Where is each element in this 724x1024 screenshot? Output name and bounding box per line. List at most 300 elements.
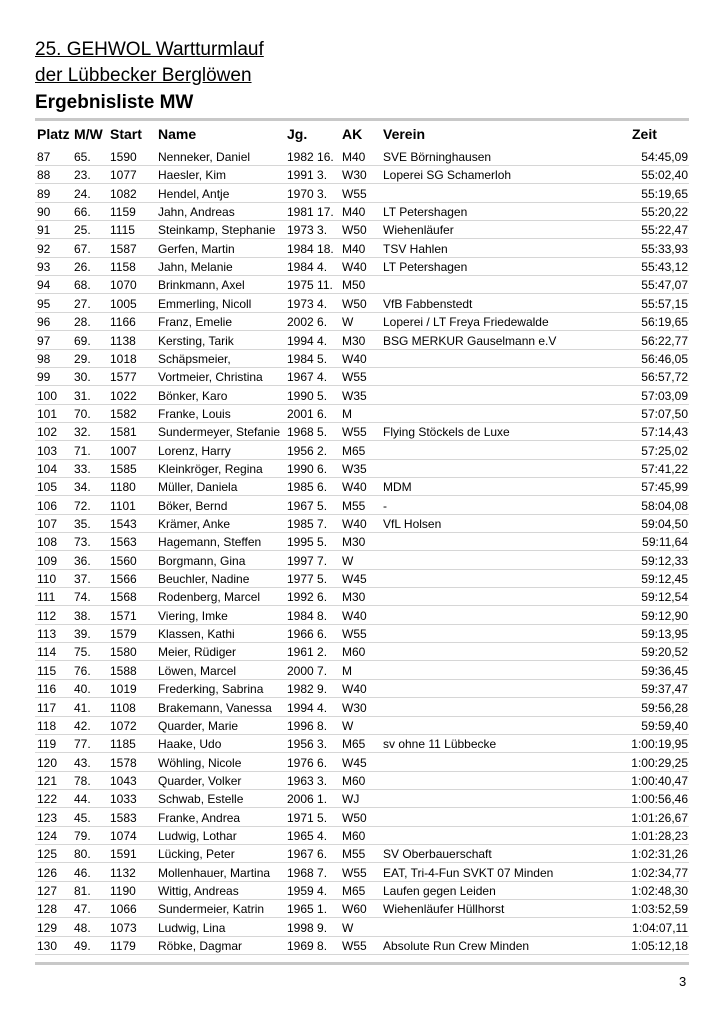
cell-mw: 46. <box>74 865 91 880</box>
cell-name: Viering, Imke <box>158 608 228 623</box>
cell-mw: 40. <box>74 682 91 697</box>
table-row <box>0 515 724 533</box>
cell-jg: 1984 4. <box>287 260 328 275</box>
cell-ak: M60 <box>342 773 366 788</box>
cell-ak: W <box>342 920 354 935</box>
cell-name: Löwen, Marcel <box>158 663 237 678</box>
cell-start: 1585 <box>110 461 137 476</box>
cell-platz: 107 <box>37 517 58 531</box>
cell-platz: 122 <box>37 792 58 807</box>
cell-verein: EAT, Tri-4-Fun SVKT 07 Minden <box>383 865 554 880</box>
cell-platz: 108 <box>37 535 58 550</box>
cell-zeit: 57:03,09 <box>641 388 688 403</box>
cell-jg: 1967 6. <box>287 847 328 862</box>
table-row <box>0 919 724 937</box>
cell-name: Brakemann, Vanessa <box>158 700 272 715</box>
cell-start: 1566 <box>110 572 137 587</box>
cell-ak: W55 <box>342 425 367 440</box>
cell-zeit: 59:13,95 <box>641 627 688 642</box>
cell-start: 1070 <box>110 278 137 293</box>
cell-platz: 87 <box>37 150 51 164</box>
cell-start: 1591 <box>110 847 137 862</box>
cell-start: 1115 <box>110 223 135 238</box>
cell-mw: 72. <box>74 498 91 513</box>
cell-start: 1583 <box>110 810 137 825</box>
table-row <box>0 809 724 827</box>
table-row <box>0 625 724 643</box>
cell-ak: W50 <box>342 296 367 311</box>
cell-jg: 1990 5. <box>287 388 328 403</box>
table-row <box>0 405 724 423</box>
table-row <box>0 442 724 460</box>
cell-mw: 77. <box>74 737 91 752</box>
header-jg: Jg. <box>287 126 308 142</box>
cell-mw: 41. <box>74 700 91 715</box>
table-row <box>0 295 724 313</box>
table-row <box>0 478 724 496</box>
cell-platz: 101 <box>37 406 58 421</box>
cell-mw: 80. <box>74 847 91 862</box>
table-row <box>0 533 724 551</box>
cell-start: 1179 <box>110 939 136 954</box>
cell-platz: 116 <box>37 682 57 697</box>
cell-platz: 121 <box>37 773 58 788</box>
cell-ak: M <box>342 663 352 678</box>
cell-verein: Wiehenläufer Hüllhorst <box>383 902 505 917</box>
cell-name: Borgmann, Gina <box>158 553 246 568</box>
table-row <box>0 185 724 203</box>
cell-jg: 1975 11. <box>287 278 333 293</box>
table-row <box>0 203 724 221</box>
cell-ak: W60 <box>342 902 367 917</box>
cell-start: 1018 <box>110 351 137 366</box>
cell-verein: Wiehenläufer <box>383 223 454 238</box>
header-start: Start <box>110 126 142 142</box>
cell-platz: 92 <box>37 241 51 256</box>
cell-zeit: 1:00:29,25 <box>631 755 688 770</box>
table-row <box>0 148 724 166</box>
cell-jg: 1995 5. <box>287 535 328 550</box>
cell-jg: 1990 6. <box>287 461 328 476</box>
cell-mw: 42. <box>74 718 91 733</box>
cell-mw: 43. <box>74 755 91 770</box>
cell-mw: 29. <box>74 351 91 366</box>
cell-zeit: 55:33,93 <box>641 241 688 256</box>
cell-jg: 1985 6. <box>287 480 328 495</box>
cell-verein: - <box>383 498 387 513</box>
cell-mw: 78. <box>74 773 91 788</box>
cell-zeit: 57:25,02 <box>641 443 688 458</box>
cell-platz: 129 <box>37 920 58 935</box>
cell-mw: 32. <box>74 425 91 440</box>
top-divider <box>35 118 689 121</box>
cell-name: Nenneker, Daniel <box>158 150 251 164</box>
cell-mw: 36. <box>74 553 91 568</box>
cell-jg: 1982 9. <box>287 682 328 697</box>
cell-platz: 104 <box>37 461 58 476</box>
cell-platz: 89 <box>37 186 51 201</box>
cell-zeit: 1:03:52,59 <box>631 902 688 917</box>
cell-zeit: 59:04,50 <box>641 517 688 531</box>
cell-name: Franke, Louis <box>158 406 231 421</box>
cell-start: 1043 <box>110 773 137 788</box>
cell-name: Lorenz, Harry <box>158 443 231 458</box>
cell-start: 1073 <box>110 920 137 935</box>
cell-name: Kleinkröger, Regina <box>158 461 263 476</box>
table-row <box>0 900 724 918</box>
cell-jg: 1970 3. <box>287 186 328 201</box>
cell-jg: 1965 1. <box>287 902 328 917</box>
cell-mw: 34. <box>74 480 91 495</box>
cell-start: 1033 <box>110 792 137 807</box>
cell-jg: 1959 4. <box>287 884 328 898</box>
cell-zeit: 58:04,08 <box>641 498 688 513</box>
table-row <box>0 607 724 625</box>
table-row <box>0 699 724 717</box>
cell-jg: 1996 8. <box>287 718 328 733</box>
cell-start: 1578 <box>110 755 137 770</box>
cell-zeit: 55:47,07 <box>641 278 688 293</box>
cell-mw: 48. <box>74 920 91 935</box>
cell-verein: Loperei SG Schamerloh <box>383 168 512 183</box>
table-row <box>0 827 724 845</box>
cell-start: 1590 <box>110 150 137 164</box>
cell-start: 1007 <box>110 443 137 458</box>
cell-mw: 39. <box>74 627 91 642</box>
cell-jg: 1976 6. <box>287 755 328 770</box>
cell-verein: SV Oberbauerschaft <box>383 847 492 862</box>
cell-mw: 37. <box>74 572 91 587</box>
cell-jg: 1973 4. <box>287 296 328 311</box>
cell-zeit: 56:22,77 <box>641 333 688 348</box>
cell-zeit: 55:20,22 <box>641 205 688 220</box>
cell-start: 1159 <box>110 205 136 220</box>
cell-verein: Flying Stöckels de Luxe <box>383 425 510 440</box>
cell-ak: W50 <box>342 810 367 825</box>
cell-ak: M60 <box>342 645 366 660</box>
header-verein: Verein <box>383 126 426 142</box>
cell-verein: Laufen gegen Leiden <box>383 884 496 898</box>
cell-zeit: 59:12,33 <box>641 553 688 568</box>
cell-start: 1022 <box>110 388 137 403</box>
cell-mw: 31. <box>74 388 91 403</box>
cell-name: Müller, Daniela <box>158 480 238 495</box>
cell-name: Frederking, Sabrina <box>158 682 264 697</box>
cell-mw: 67. <box>74 241 91 256</box>
cell-zeit: 56:57,72 <box>641 370 688 385</box>
cell-mw: 73. <box>74 535 91 550</box>
cell-platz: 94 <box>37 278 51 293</box>
cell-start: 1158 <box>110 260 136 275</box>
cell-name: Kersting, Tarik <box>158 333 234 348</box>
cell-ak: W40 <box>342 682 367 697</box>
cell-mw: 26. <box>74 260 91 275</box>
cell-jg: 1981 17. <box>287 205 334 220</box>
table-row <box>0 423 724 441</box>
cell-jg: 1984 8. <box>287 608 328 623</box>
cell-mw: 38. <box>74 608 91 623</box>
table-row <box>0 240 724 258</box>
cell-jg: 1971 5. <box>287 810 328 825</box>
cell-ak: W45 <box>342 755 367 770</box>
cell-start: 1185 <box>110 737 136 752</box>
table-row <box>0 368 724 386</box>
cell-ak: M55 <box>342 498 366 513</box>
cell-zeit: 1:04:07,11 <box>632 920 688 935</box>
cell-jg: 1967 5. <box>287 498 328 513</box>
cell-jg: 1992 6. <box>287 590 328 605</box>
cell-name: Röbke, Dagmar <box>158 939 243 954</box>
cell-ak: W40 <box>342 260 367 275</box>
cell-zeit: 1:00:56,46 <box>631 792 688 807</box>
cell-ak: M65 <box>342 443 366 458</box>
header-mw: M/W <box>74 126 103 142</box>
header-zeit: Zeit <box>632 126 657 142</box>
cell-ak: W40 <box>342 351 367 366</box>
cell-name: Ludwig, Lothar <box>158 828 237 843</box>
cell-zeit: 59:59,40 <box>641 718 688 733</box>
cell-start: 1563 <box>110 535 137 550</box>
cell-jg: 1969 8. <box>287 939 328 954</box>
cell-jg: 1963 3. <box>287 773 328 788</box>
cell-ak: M65 <box>342 737 366 752</box>
cell-ak: W55 <box>342 627 367 642</box>
cell-zeit: 56:19,65 <box>641 315 688 330</box>
cell-zeit: 59:12,90 <box>641 608 688 623</box>
cell-name: Lücking, Peter <box>158 847 235 862</box>
cell-name: Franke, Andrea <box>158 810 241 825</box>
cell-platz: 102 <box>37 425 58 440</box>
cell-ak: M60 <box>342 828 366 843</box>
cell-start: 1560 <box>110 553 137 568</box>
cell-platz: 113 <box>37 627 57 642</box>
cell-jg: 1985 7. <box>287 517 328 531</box>
cell-start: 1568 <box>110 590 137 605</box>
table-row <box>0 754 724 772</box>
cell-platz: 118 <box>37 718 57 733</box>
cell-verein: Loperei / LT Freya Friedewalde <box>383 315 549 330</box>
table-row <box>0 552 724 570</box>
cell-zeit: 1:01:28,23 <box>631 828 688 843</box>
cell-name: Quarder, Marie <box>158 718 239 733</box>
cell-name: Wöhling, Nicole <box>158 755 242 770</box>
cell-name: Jahn, Andreas <box>158 205 235 220</box>
cell-start: 1072 <box>110 718 137 733</box>
cell-start: 1588 <box>110 663 137 678</box>
table-row <box>0 497 724 515</box>
cell-mw: 23. <box>74 168 91 183</box>
table-row <box>0 772 724 790</box>
cell-mw: 49. <box>74 939 91 954</box>
cell-mw: 65. <box>74 150 91 164</box>
page-number: 3 <box>679 974 687 989</box>
page-title-line-1: 25. GEHWOL Wartturmlauf <box>35 39 264 60</box>
cell-verein: LT Petershagen <box>383 260 468 275</box>
cell-verein: VfB Fabbenstedt <box>383 296 473 311</box>
cell-ak: W50 <box>342 223 367 238</box>
cell-platz: 90 <box>37 205 51 220</box>
cell-mw: 30. <box>74 370 91 385</box>
cell-jg: 1984 18. <box>287 241 334 256</box>
cell-platz: 126 <box>37 865 58 880</box>
cell-zeit: 59:11,64 <box>642 535 688 550</box>
cell-name: Klassen, Kathi <box>158 627 235 642</box>
table-row <box>0 387 724 405</box>
cell-jg: 2001 6. <box>287 406 328 421</box>
cell-start: 1132 <box>110 865 136 880</box>
cell-jg: 2002 6. <box>287 315 328 330</box>
cell-mw: 24. <box>74 186 91 201</box>
cell-platz: 97 <box>37 333 51 348</box>
cell-start: 1101 <box>110 498 136 513</box>
cell-jg: 1984 5. <box>287 351 328 366</box>
cell-mw: 74. <box>74 590 91 605</box>
cell-jg: 1998 9. <box>287 920 328 935</box>
cell-start: 1577 <box>110 370 137 385</box>
cell-platz: 117 <box>37 700 57 715</box>
cell-jg: 1956 3. <box>287 737 328 752</box>
cell-ak: W30 <box>342 168 367 183</box>
table-row <box>0 313 724 331</box>
cell-start: 1190 <box>110 884 136 898</box>
cell-ak: WJ <box>342 792 360 807</box>
cell-name: Quarder, Volker <box>158 773 242 788</box>
cell-platz: 125 <box>37 847 58 862</box>
cell-name: Rodenberg, Marcel <box>158 590 261 605</box>
cell-platz: 91 <box>37 223 51 238</box>
cell-start: 1579 <box>110 627 137 642</box>
cell-ak: W55 <box>342 939 367 954</box>
table-row <box>0 570 724 588</box>
cell-platz: 105 <box>37 480 58 495</box>
cell-name: Hagemann, Steffen <box>158 535 262 550</box>
cell-verein: BSG MERKUR Gauselmann e.V <box>383 333 557 348</box>
cell-jg: 1982 16. <box>287 150 334 164</box>
cell-ak: W55 <box>342 865 367 880</box>
cell-jg: 1967 4. <box>287 370 328 385</box>
table-row <box>0 460 724 478</box>
cell-start: 1019 <box>110 682 137 697</box>
cell-jg: 2006 1. <box>287 792 328 807</box>
cell-zeit: 1:00:40,47 <box>631 773 688 788</box>
cell-ak: W35 <box>342 461 367 476</box>
cell-jg: 1968 5. <box>287 425 328 440</box>
cell-name: Meier, Rüdiger <box>158 645 237 660</box>
cell-start: 1180 <box>110 480 136 495</box>
cell-name: Bönker, Karo <box>158 388 228 403</box>
cell-mw: 66. <box>74 205 91 220</box>
cell-ak: W <box>342 315 354 330</box>
cell-mw: 69. <box>74 333 91 348</box>
cell-platz: 88 <box>37 168 51 183</box>
cell-start: 1066 <box>110 902 137 917</box>
cell-verein: MDM <box>383 480 412 495</box>
table-row <box>0 643 724 661</box>
cell-name: Sundermeier, Katrin <box>158 902 265 917</box>
cell-mw: 47. <box>74 902 91 917</box>
cell-zeit: 59:37,47 <box>641 682 688 697</box>
cell-ak: M30 <box>342 535 366 550</box>
table-row <box>0 221 724 239</box>
table-row <box>0 680 724 698</box>
table-row <box>0 845 724 863</box>
cell-jg: 1991 3. <box>287 168 328 183</box>
cell-name: Ludwig, Lina <box>158 920 226 935</box>
cell-verein: sv ohne 11 Lübbecke <box>383 737 497 752</box>
cell-zeit: 1:05:12,18 <box>631 939 688 954</box>
table-row <box>0 276 724 294</box>
cell-ak: W40 <box>342 517 367 531</box>
page-title-line-2: der Lübbecker Berglöwen <box>35 65 252 86</box>
cell-mw: 81. <box>74 884 91 898</box>
cell-name: Schwab, Estelle <box>158 792 244 807</box>
cell-start: 1581 <box>110 425 137 440</box>
header-platz: Platz <box>37 126 70 142</box>
table-row <box>0 864 724 882</box>
cell-zeit: 1:02:31,26 <box>631 847 688 862</box>
cell-ak: M <box>342 406 352 421</box>
cell-name: Schäpsmeier, <box>158 351 231 366</box>
cell-platz: 124 <box>37 828 58 843</box>
table-row <box>0 166 724 184</box>
cell-mw: 35. <box>74 517 91 531</box>
table-row <box>0 662 724 680</box>
cell-ak: W <box>342 553 354 568</box>
table-row <box>0 332 724 350</box>
table-row <box>0 588 724 606</box>
table-row <box>0 717 724 735</box>
cell-ak: M65 <box>342 884 366 898</box>
cell-zeit: 56:46,05 <box>641 351 688 366</box>
cell-ak: W45 <box>342 572 367 587</box>
cell-jg: 2000 7. <box>287 663 328 678</box>
cell-platz: 130 <box>37 939 58 954</box>
cell-jg: 1973 3. <box>287 223 328 238</box>
cell-mw: 33. <box>74 461 91 476</box>
cell-platz: 115 <box>37 663 57 678</box>
cell-ak: W30 <box>342 700 367 715</box>
cell-platz: 109 <box>37 553 58 568</box>
cell-jg: 1956 2. <box>287 443 328 458</box>
cell-platz: 100 <box>37 388 58 403</box>
cell-jg: 1965 4. <box>287 828 328 843</box>
page-subtitle: Ergebnisliste MW <box>35 92 194 113</box>
cell-start: 1005 <box>110 296 137 311</box>
cell-jg: 1994 4. <box>287 333 328 348</box>
cell-name: Haesler, Kim <box>158 168 227 183</box>
cell-start: 1580 <box>110 645 137 660</box>
cell-zeit: 57:14,43 <box>641 425 688 440</box>
cell-platz: 114 <box>37 645 57 660</box>
cell-ak: W <box>342 718 354 733</box>
cell-zeit: 55:57,15 <box>641 296 688 311</box>
cell-start: 1077 <box>110 168 137 183</box>
cell-verein: TSV Hahlen <box>383 241 448 256</box>
cell-jg: 1997 7. <box>287 553 328 568</box>
cell-mw: 76. <box>74 663 91 678</box>
cell-zeit: 55:43,12 <box>641 260 688 275</box>
cell-ak: W40 <box>342 480 367 495</box>
cell-zeit: 55:19,65 <box>641 186 688 201</box>
cell-mw: 25. <box>74 223 91 238</box>
cell-name: Wittig, Andreas <box>158 884 239 898</box>
cell-ak: W55 <box>342 370 367 385</box>
cell-platz: 99 <box>37 370 51 385</box>
bottom-divider <box>35 962 689 965</box>
cell-mw: 79. <box>74 828 91 843</box>
cell-ak: M30 <box>342 590 366 605</box>
cell-name: Mollenhauer, Martina <box>158 865 271 880</box>
